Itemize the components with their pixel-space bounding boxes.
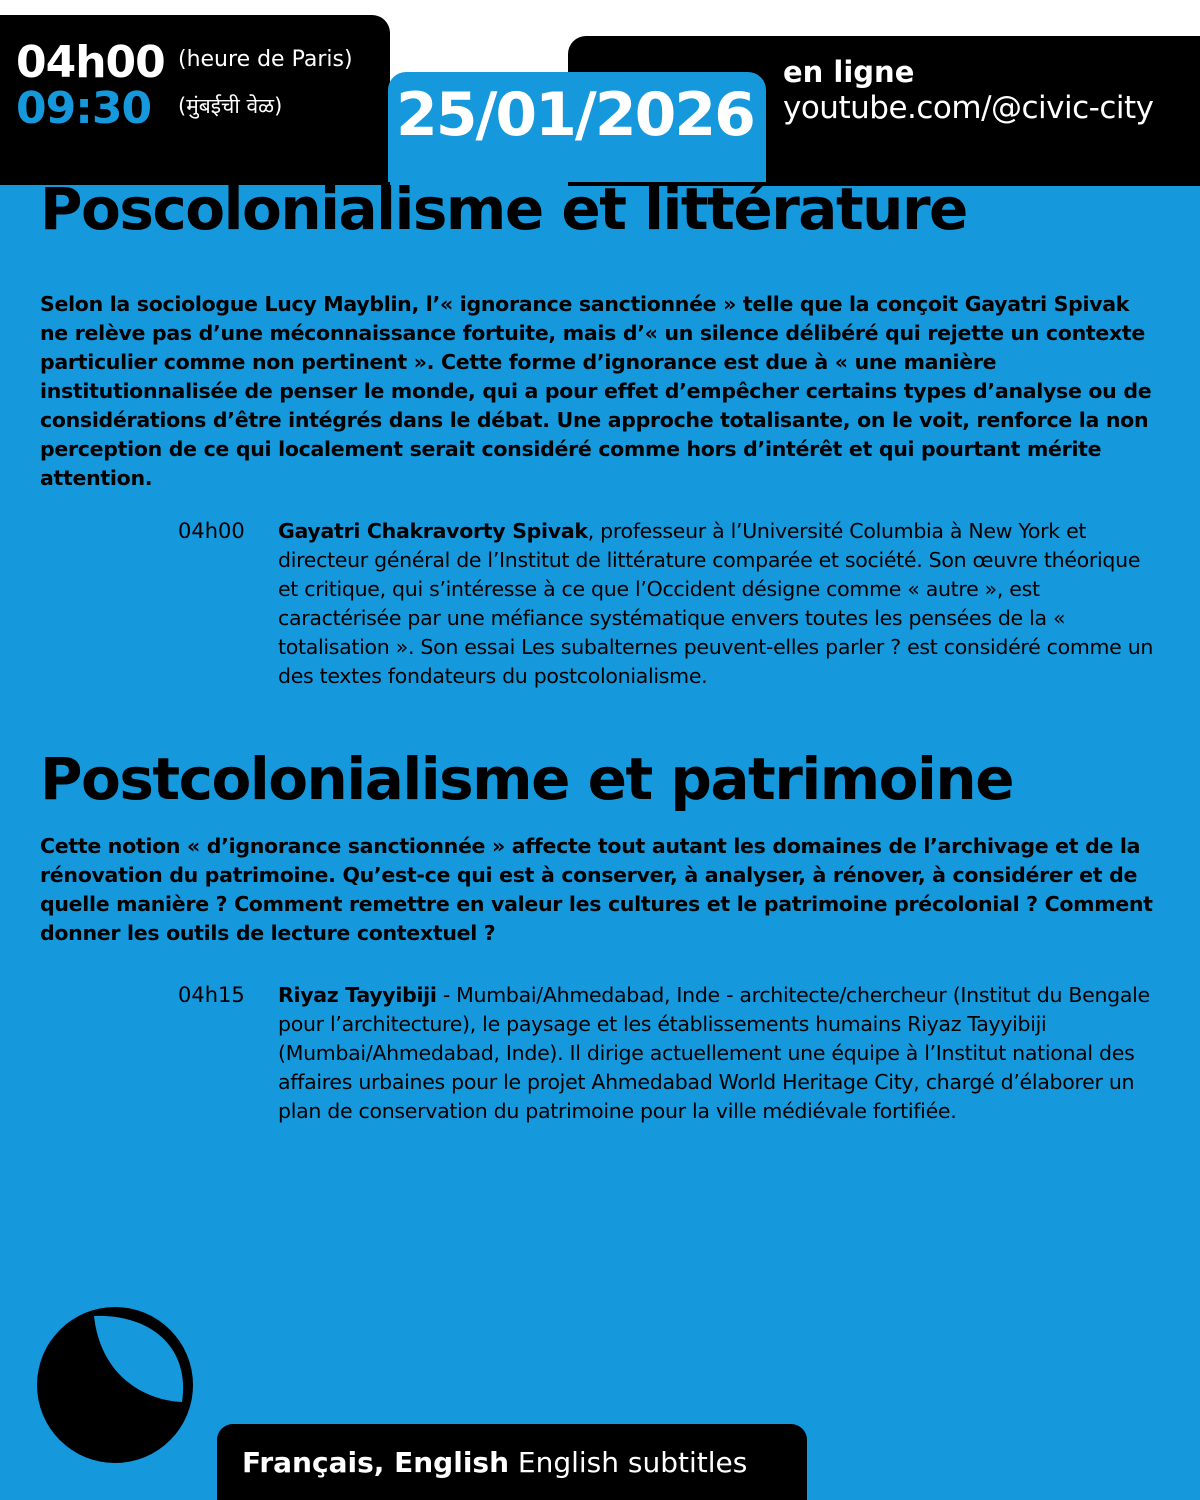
section-1-speaker-time: 04h00 (178, 519, 245, 543)
language-info (242, 1446, 747, 1479)
mumbai-time-label: (मुंबईची वेळ) (178, 94, 283, 118)
languages: Français, English (242, 1446, 510, 1479)
crescent-circle-logo-icon (36, 1306, 194, 1464)
section-1-intro: Selon la sociologue Lucy Mayblin, l’« ignorance sanctionnée » telle que la conçoit Gayatri Spivak ne relève pas d’une méconnaissance fortuite, mais d’« un silence délibéré qui rejette un contexte particulier comme non pertinent ». Cette forme d’ignorance est due à « une manière institutionnalisée de penser le monde, qui a pour effet d’empêcher certains types d’analyse ou de considérations d’être intégrés dans le débat. Une approche totalisante, on le voit, renforce la non perception de ce qui localement serait considéré comme hors d’intérêt et qui pourtant mérite attention. (40, 292, 1152, 490)
paris-time-label: (heure de Paris) (178, 47, 353, 72)
online-label: en ligne (783, 55, 915, 89)
subtitles-info: English subtitles (509, 1446, 748, 1479)
section-2-speaker-time: 04h15 (178, 983, 245, 1007)
section-1-speaker-bio (278, 517, 1158, 691)
section-2-speaker-name: Riyaz Tayyibiji (278, 983, 437, 1007)
section-1-speaker-name: Gayatri Chakravorty Spivak (278, 519, 588, 543)
youtube-link[interactable]: youtube.com/@civic-city (783, 90, 1154, 126)
paris-time: 04h00 (16, 37, 165, 88)
section-1-speaker-description: , professeur à l’Université Columbia à New York et directeur général de l’Institut de littérature comparée et société. Son œuvre théorique et critique, qui s’intéresse à ce que l’Occident désigne comme « autre », est caractérisée par une méfiance systématique envers toutes les pensées de la « totalisation ». Son essai Les subalternes peuvent-elles parler ? est considéré comme un des textes fondateurs du postcolonialisme. (278, 519, 1154, 688)
section-2-speaker-bio (278, 981, 1158, 1126)
mumbai-time: 09:30 (16, 83, 152, 134)
section-2-intro: Cette notion « d’ignorance sanctionnée » affecte tout autant les domaines de l’archivage et de la rénovation du patrimoine. Qu’est-ce qui est à conserver, à analyser, à rénover, à considérer et de quelle manière ? Comment remettre en valeur les cultures et le patrimoine précolonial ? Comment donner les outils de lecture contextuel ? (40, 834, 1153, 945)
section-1-title: Poscolonialisme et littérature (40, 175, 967, 243)
section-2-speaker-description: - Mumbai/Ahmedabad, Inde - architecte/chercheur (Institut du Bengale pour l’architecture), le paysage et les établissements humains Riyaz Tayyibiji (Mumbai/Ahmedabad, Inde). Il dirige actuellement une équipe à l’Institut national des affaires urbaines pour le projet Ahmedabad World Heritage City, chargé d’élaborer un plan de conservation du patrimoine pour la ville médiévale fortifiée. (278, 983, 1150, 1123)
event-date: 25/01/2026 (396, 80, 754, 150)
section-2-title: Postcolonialisme et patrimoine (40, 745, 1014, 813)
